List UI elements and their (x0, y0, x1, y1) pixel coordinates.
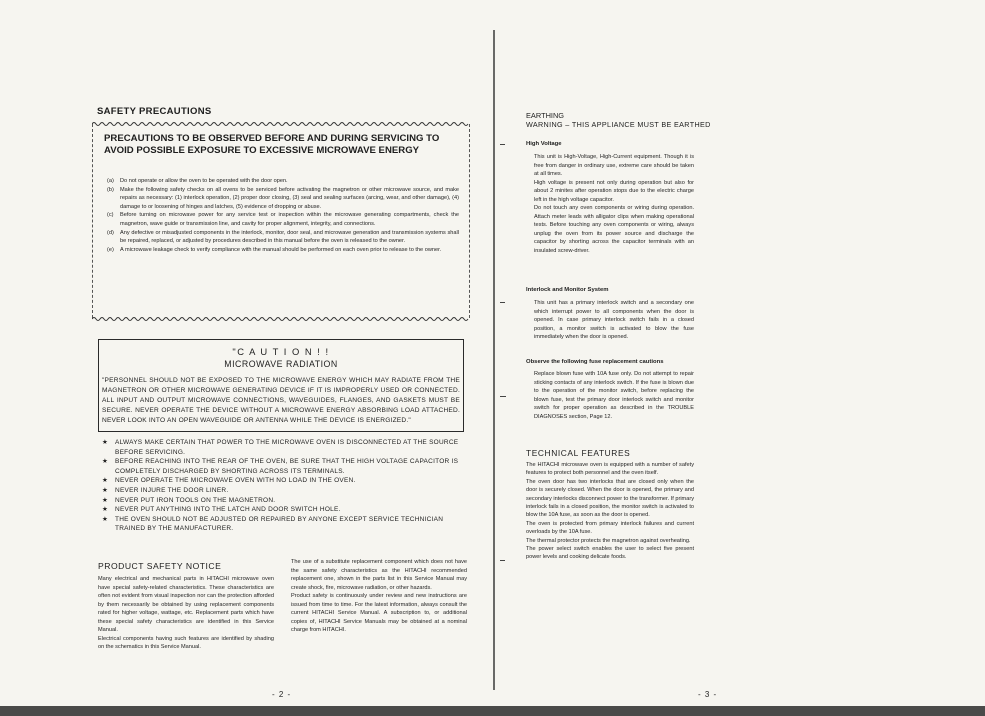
page-number-left: - 2 - (272, 690, 292, 699)
margin-mark (500, 396, 506, 397)
list-item (102, 457, 462, 476)
star-icon: ★ (102, 506, 109, 514)
star-icon: ★ (102, 486, 109, 494)
item-text: A microwave leakage check to verify compliance with the manual should be performed on each oven prior to release to the owner. (120, 246, 442, 253)
paragraph: The HITACHI microwave oven is equipped with a number of safety features to protect both personnel and the oven itself. (526, 462, 694, 477)
list-item (102, 496, 462, 506)
paragraph: The oven door has two interlocks that are closed only when the door is securely closed. When the door is opened, the primary and secondary interlocks disconnect power to the transformer. If primary interlock fails in a closed position, the monitor switch is activated to blow the 10A fuse, as soon as the door is opened. (526, 478, 694, 519)
list-item (102, 505, 462, 515)
item-label: (d) (107, 229, 114, 236)
warning-text: NEVER OPERATE THE MICROWAVE OVEN WITH NO LOAD IN THE OVEN. (115, 477, 356, 485)
list-item (107, 177, 459, 186)
product-safety-text-right (291, 558, 467, 635)
safety-precautions-heading: SAFETY PRECAUTIONS (97, 106, 212, 117)
warning-text: NEVER INJURE THE DOOR LINER. (115, 486, 229, 494)
paragraph: The oven is protected from primary interlock failures and current overloads by the 10A fuse. (526, 520, 694, 536)
caution-body: "PERSONNEL SHOULD NOT BE EXPOSED TO THE MICROWAVE ENERGY WHICH MAY RADIATE FROM THE MAGNETRON OR OTHER MICROWAVE GENERATING DEVICE IF IT IS IMPROPERLY USED OR CONNECTED. ALL INPUT AND OUTPUT MICROWAVE CONNECTIONS, WAVEGUIDES, FLANGES, AND GASKETS MUST BE SECURE. NEVER OPERATE THE DEVICE WITHOUT A MICROWAVE ENERGY ABSORBING LOAD ATTACHED. NEVER LOOK INTO AN OPEN WAVEGUIDE OR ANTENNA WHILE THE DEVICE IS ENERGIZED." (102, 377, 460, 424)
earthing-heading: EARTHING (526, 111, 565, 120)
precautions-list (107, 177, 459, 254)
list-item (107, 229, 459, 246)
list-item (107, 186, 459, 212)
high-voltage-text (534, 153, 694, 255)
star-icon: ★ (102, 439, 109, 446)
list-item (102, 476, 462, 486)
caution-subtitle: MICROWAVE RADIATION (224, 359, 338, 369)
paragraph: Many electrical and mechanical parts in HITACHI microwave oven have special safety-related characteristics. These characteristics are often not evident from visual inspection nor can the protection afforded by them necessarily be obtained by using replacement components rated for higher voltage, wattage, etc. Replacement parts which have these special safety characteristics are identified in this Service Manual. (98, 576, 274, 633)
item-text: Do not operate or allow the oven to be operated with the door open. (120, 178, 288, 184)
paragraph: Electrical components having such features are identified by shading on the schematics in this Service Manual. (98, 635, 274, 650)
paragraph: The power select switch enables the user to select five present power levels and cooking delicate foods. (526, 546, 694, 561)
item-text: Make the following safety checks on all ovens to be serviced before activating the magnetron or other microwave source, and make repairs as necessary: (1) interlock operation, (2) proper door closing, (3) seal and sealing surfaces (arcing, wear, and other damage), (4) damage to or loosening of hinges and latches, (5) evidence of dropping or abuse. (120, 186, 459, 210)
item-label: (e) (107, 246, 114, 253)
paragraph: The use of a substitute replacement component which does not have the same safety characteristics as the HITACHI recommended replacement one, shown in the parts list in this Service Manual may create shock, fire, microwave radiation, or other hazards. (291, 559, 467, 591)
list-item (107, 211, 459, 228)
fuse-caution-heading: Observe the following fuse replacement cautions (526, 359, 664, 365)
precautions-title: PRECAUTIONS TO BE OBSERVED BEFORE AND DURING SERVICING TO AVOID POSSIBLE EXPOSURE TO EXCESSIVE MICROWAVE ENERGY (104, 133, 440, 156)
wavy-border-bottom (92, 316, 470, 322)
page-number-right: - 3 - (698, 690, 718, 699)
star-icon: ★ (102, 515, 109, 523)
earthing-warning: WARNING – THIS APPLIANCE MUST BE EARTHED (526, 120, 711, 129)
high-voltage-heading: High Voltage (526, 141, 562, 147)
precautions-box (92, 124, 470, 318)
paragraph: The thermal protector protects the magnetron against overheating. (526, 537, 691, 544)
interlock-text: This unit has a primary interlock switch and a secondary one which interrupt power to all components when the door is opened. In case primary interlock switch fails in a closed position, a monitor switch is activated to blow the fuse immediately when the door is opened. (534, 300, 694, 340)
margin-mark (500, 144, 505, 145)
product-safety-heading: PRODUCT SAFETY NOTICE (98, 561, 222, 571)
item-label: (c) (107, 212, 114, 219)
paragraph: Product safety is continuously under review and new instructions are issued from time to time. For the latest information, always consult the current HITACHI Service Manual. A subscription to, or additional copies of, HITACHI Service Manuals may be obtained at a nominal charge from HITACHI. (291, 593, 467, 633)
right-page (496, 0, 985, 716)
star-icon: ★ (102, 458, 109, 466)
warning-text: THE OVEN SHOULD NOT BE ADJUSTED OR REPAIRED BY ANYONE EXCEPT SERVICE TECHNICIAN TRAINED BY THE MANUFACTURER. (115, 515, 444, 533)
warning-text: NEVER PUT IRON TOOLS ON THE MAGNETRON. (115, 496, 276, 504)
technical-features-heading: TECHNICAL FEATURES (526, 448, 631, 458)
item-label: (a) (107, 178, 114, 184)
star-icon: ★ (102, 496, 109, 504)
paragraph: This unit is High-Voltage, High-Current equipment. Though it is free from danger in ordinary use, extreme care should be taken at all times. (534, 154, 694, 177)
interlock-heading: Interlock and Monitor System (526, 287, 609, 293)
warning-text: NEVER PUT ANYTHING INTO THE LATCH AND DOOR SWITCH HOLE. (115, 506, 341, 514)
page-fold (493, 30, 495, 690)
item-text: Any defective or misadjusted components in the interlock, monitor, door seal, and microwave generation and transmission systems shall be repaired, replaced, or adjusted by procedures described in this manual before the oven is released to the owner. (120, 229, 459, 245)
paragraph: Do not touch any oven components or wiring during operation. Attach meter leads with alligator clips when making operational tests. Before touching any oven components or wiring, always unplug the oven from its power source and discharge the capacitor by shorting across the capacitor terminals with an insulated screw-driver. (534, 205, 694, 254)
caution-title: "C A U T I O N ! ! (232, 346, 330, 357)
list-item (102, 515, 462, 534)
star-icon: ★ (102, 477, 109, 485)
item-label: (b) (107, 186, 114, 193)
list-item (102, 486, 462, 496)
list-item (107, 246, 459, 255)
item-text: Before turning on microwave power for any service test or inspection within the microwave generating compartments, check the magnetron, wave guide or transmission line, and cavity for proper alignment, integrity, and connections. (120, 212, 459, 227)
margin-mark (500, 560, 505, 561)
list-item (102, 438, 462, 457)
caution-box (98, 339, 464, 432)
product-safety-text-left (98, 575, 274, 652)
warning-text: BEFORE REACHING INTO THE REAR OF THE OVEN, BE SURE THAT THE HIGH VOLTAGE CAPACITOR IS COMPLETELY DISCHARGED BY SHORTING ACROSS ITS TERMINALS. (115, 458, 459, 475)
technical-features-text (526, 461, 694, 562)
margin-mark (500, 302, 505, 303)
fuse-caution-text: Replace blown fuse with 10A fuse only. Do not attempt to repair sticking contacts of any interlock switch. If the fuse is blown due to the operation of the monitor switch, before replacing the blown fuse, test the primary door interlock switch and monitor switch for proper operation as described in the TROUBLE DIAGNOSES section, Page 12. (534, 371, 694, 420)
warnings-list (102, 438, 462, 534)
warning-text: ALWAYS MAKE CERTAIN THAT POWER TO THE MICROWAVE OVEN IS DISCONNECTED AT THE SOURCE BEFORE SERVICING. (115, 439, 459, 456)
paragraph: High voltage is present not only during operation but also for about 2 minites after operation stops due to the electric charge left in the high voltage capacitor. (534, 179, 694, 203)
